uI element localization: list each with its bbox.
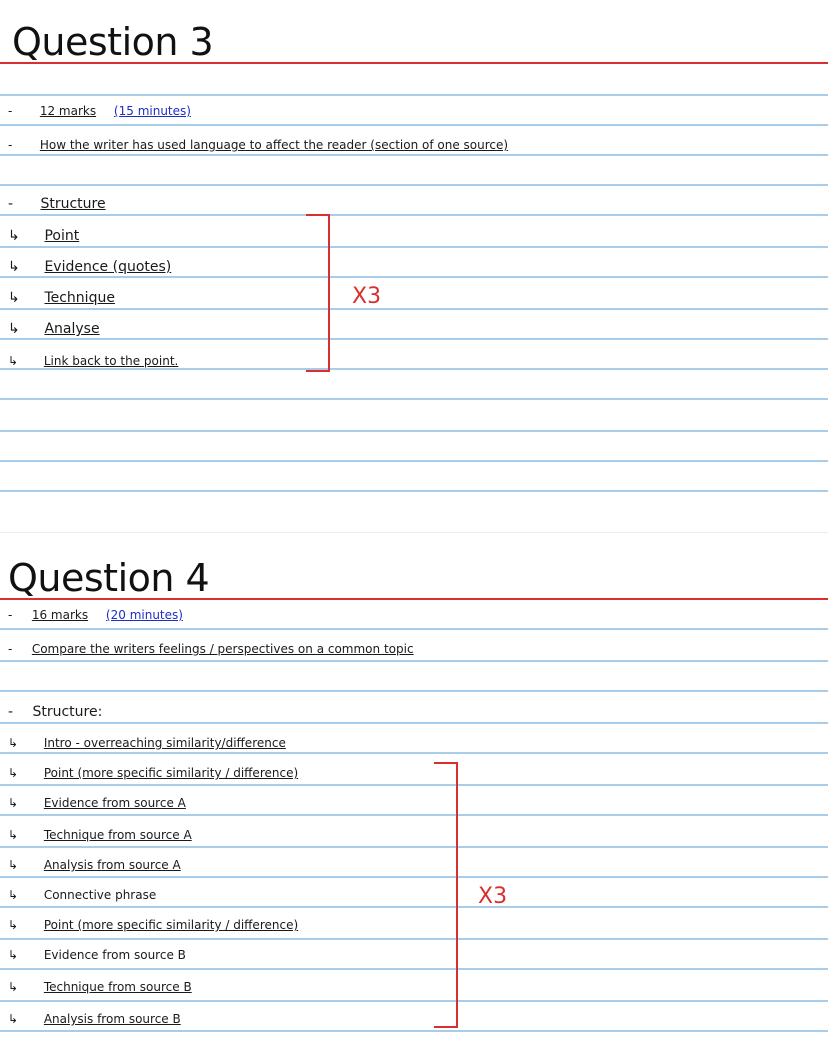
ruled-line xyxy=(0,430,828,432)
ruled-line xyxy=(0,906,828,908)
ruled-line xyxy=(0,752,828,754)
arrow-icon: ↳ xyxy=(8,918,19,932)
q4-item-text: Technique from source A xyxy=(43,828,192,842)
q3-marks-line xyxy=(8,104,191,118)
section-divider xyxy=(0,532,828,533)
q4-marks-line xyxy=(8,608,183,622)
ruled-line xyxy=(0,94,828,96)
q4-intro xyxy=(8,736,286,750)
q4-item-text: Connective phrase xyxy=(43,888,157,902)
arrow-icon: ↳ xyxy=(8,828,19,842)
ruled-line xyxy=(0,368,828,370)
q4-item xyxy=(8,980,192,994)
question-4-heading: Question 4 xyxy=(8,556,210,600)
arrow-icon: ↳ xyxy=(8,736,19,750)
q3-item-text: Analyse xyxy=(44,321,100,337)
q4-item-text: Evidence from source B xyxy=(43,948,186,962)
dash-bullet: - xyxy=(8,608,13,622)
q3-item-text: Technique xyxy=(44,290,115,306)
arrow-icon: ↳ xyxy=(8,948,19,962)
q4-item xyxy=(8,796,186,810)
q4-marks: 16 marks xyxy=(31,608,89,622)
ruled-line xyxy=(0,814,828,816)
ruled-line xyxy=(0,338,828,340)
dash-bullet: - xyxy=(8,196,14,212)
ruled-line xyxy=(0,968,828,970)
q4-item xyxy=(8,766,298,780)
ruled-line xyxy=(0,246,828,248)
arrow-icon: ↳ xyxy=(8,858,19,872)
q3-marks: 12 marks xyxy=(39,104,97,118)
ruled-line xyxy=(0,784,828,786)
q3-item xyxy=(8,354,178,368)
arrow-icon: ↳ xyxy=(8,290,20,306)
arrow-icon: ↳ xyxy=(8,259,20,275)
ruled-line xyxy=(0,660,828,662)
ruled-line xyxy=(0,938,828,940)
q3-structure-label: Structure xyxy=(40,196,106,212)
q4-bracket xyxy=(434,762,458,1028)
arrow-icon: ↳ xyxy=(8,796,19,810)
ruled-line xyxy=(0,460,828,462)
q4-item-text: Evidence from source A xyxy=(43,796,186,810)
q4-multiplier: X3 xyxy=(478,884,508,909)
arrow-icon: ↳ xyxy=(8,1012,19,1026)
q3-item-text: Evidence (quotes) xyxy=(44,259,172,275)
arrow-icon: ↳ xyxy=(8,228,20,244)
q3-multiplier: X3 xyxy=(352,284,382,309)
ruled-line xyxy=(0,154,828,156)
ruled-line xyxy=(0,184,828,186)
q4-task-line xyxy=(8,642,414,656)
q4-item-text: Analysis from source A xyxy=(43,858,181,872)
q4-structure-line xyxy=(8,704,102,720)
arrow-icon: ↳ xyxy=(8,888,19,902)
q4-time: (20 minutes) xyxy=(105,608,183,622)
ruled-line xyxy=(0,276,828,278)
q3-bracket xyxy=(306,214,330,372)
q3-task-line xyxy=(8,138,508,152)
arrow-icon: ↳ xyxy=(8,321,20,337)
dash-bullet: - xyxy=(8,138,13,152)
ruled-line xyxy=(0,722,828,724)
question-3-heading: Question 3 xyxy=(12,20,214,64)
q4-item-text: Analysis from source B xyxy=(43,1012,181,1026)
arrow-icon: ↳ xyxy=(8,354,19,368)
ruled-line xyxy=(0,1030,828,1032)
ruled-line xyxy=(0,490,828,492)
dash-bullet: - xyxy=(8,704,14,720)
q3-task: How the writer has used language to affect the reader (section of one source) xyxy=(39,138,509,152)
ruled-line xyxy=(0,846,828,848)
q4-item xyxy=(8,948,186,962)
q4-item-text: Technique from source B xyxy=(43,980,192,994)
q4-item xyxy=(8,888,156,902)
q4-item xyxy=(8,828,192,842)
ruled-line xyxy=(0,876,828,878)
q4-structure-label: Structure: xyxy=(32,704,103,720)
q4-item-text: Point (more specific similarity / difference) xyxy=(43,766,299,780)
q3-item-text: Link back to the point. xyxy=(43,354,179,368)
ruled-line xyxy=(0,214,828,216)
ruled-line xyxy=(0,628,828,630)
q4-intro-text: Intro - overreaching similarity/difference xyxy=(43,736,286,750)
q3-item xyxy=(8,259,171,275)
ruled-line xyxy=(0,398,828,400)
q4-item-text: Point (more specific similarity / difference) xyxy=(43,918,299,932)
q3-time: (15 minutes) xyxy=(113,104,191,118)
arrow-icon: ↳ xyxy=(8,980,19,994)
dash-bullet: - xyxy=(8,104,13,118)
q4-item xyxy=(8,858,181,872)
q3-item xyxy=(8,321,100,337)
ruled-line xyxy=(0,690,828,692)
ruled-line xyxy=(0,308,828,310)
dash-bullet: - xyxy=(8,642,13,656)
q3-item xyxy=(8,290,115,306)
q3-structure-line xyxy=(8,196,106,212)
q4-task: Compare the writers feelings / perspectives on a common topic xyxy=(31,642,414,656)
arrow-icon: ↳ xyxy=(8,766,19,780)
q4-item xyxy=(8,1012,181,1026)
ruled-line xyxy=(0,124,828,126)
q3-item-text: Point xyxy=(44,228,80,244)
ruled-line xyxy=(0,1000,828,1002)
q4-item xyxy=(8,918,298,932)
q3-item xyxy=(8,228,79,244)
